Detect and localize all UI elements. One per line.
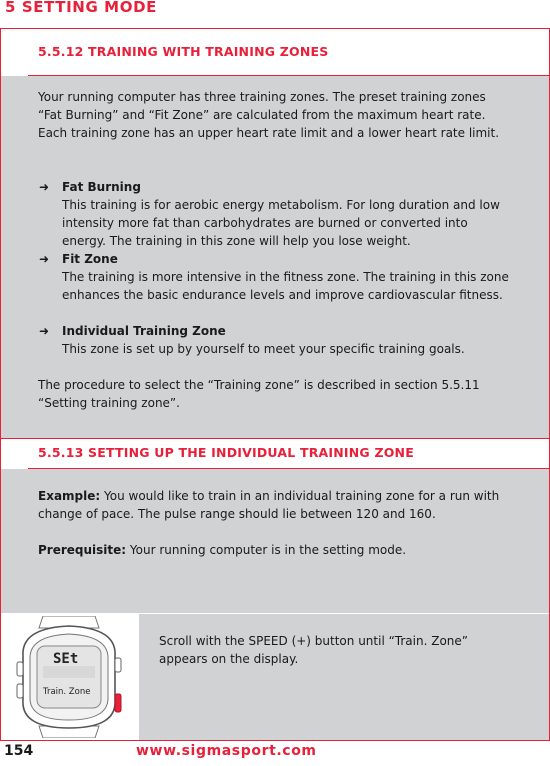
bullet-body: This training is for aerobic energy metabolism. For long duration and low intensity more fat than carbohydrates are burned or converted into energy. The training in this zone will help you lose weight.	[62, 198, 500, 248]
example-paragraph	[38, 487, 508, 523]
section-heading-individual-zone: 5.5.13 SETTING UP THE INDIVIDUAL TRAINING ZONE	[38, 445, 414, 460]
arrow-icon: ➜	[39, 324, 50, 338]
intro-paragraph: Your running computer has three training zones. The preset training zones “Fat Burning” and “Fit Zone” are calculated from the maximum heart rate. Each training zone has an upper heart rate limit and a lower heart rate limit.	[38, 90, 500, 140]
bullet-title: Individual Training Zone	[62, 324, 226, 338]
prerequisite-label: Prerequisite:	[38, 543, 127, 557]
example-label: Example:	[38, 489, 101, 503]
arrow-icon: ➜	[39, 252, 50, 266]
bullet-title: Fit Zone	[62, 252, 118, 266]
display-bottom-text: Train. Zone	[43, 687, 91, 697]
divider-bottom	[0, 740, 550, 741]
bullet-title: Fat Burning	[62, 180, 141, 194]
prerequisite-paragraph	[38, 541, 508, 559]
divider-section2-top	[0, 438, 550, 439]
example-text: You would like to train in an individual training zone for a run with change of pace. The pulse range should lie between 120 and 160.	[38, 489, 500, 521]
watch-illustration-box	[1, 614, 138, 740]
bullet-body: The training is more intensive in the fitness zone. The training in this zone enhances the basic endurance levels and improve cardiovascular fitness.	[62, 270, 509, 302]
arrow-icon: ➜	[39, 180, 50, 194]
website-link[interactable]: www.sigmasport.com	[136, 743, 317, 759]
step-text: Scroll with the SPEED (+) button until “Train. Zone” appears on the display.	[159, 634, 468, 666]
page-number: 154	[4, 743, 34, 759]
watch-icon	[13, 616, 125, 738]
prerequisite-text: Your running computer is in the setting mode.	[126, 543, 407, 557]
bullet-body: This zone is set up by yourself to meet your specific training goals.	[62, 342, 465, 356]
chapter-title: 5 SETTING MODE	[5, 0, 157, 16]
section-heading-training-zones: 5.5.12 TRAINING WITH TRAINING ZONES	[38, 44, 329, 59]
divider-top	[0, 28, 550, 29]
display-top-text: SEt	[53, 651, 79, 667]
procedure-paragraph: The procedure to select the “Training zone” is described in section 5.5.11 “Setting training zone”.	[38, 378, 480, 410]
